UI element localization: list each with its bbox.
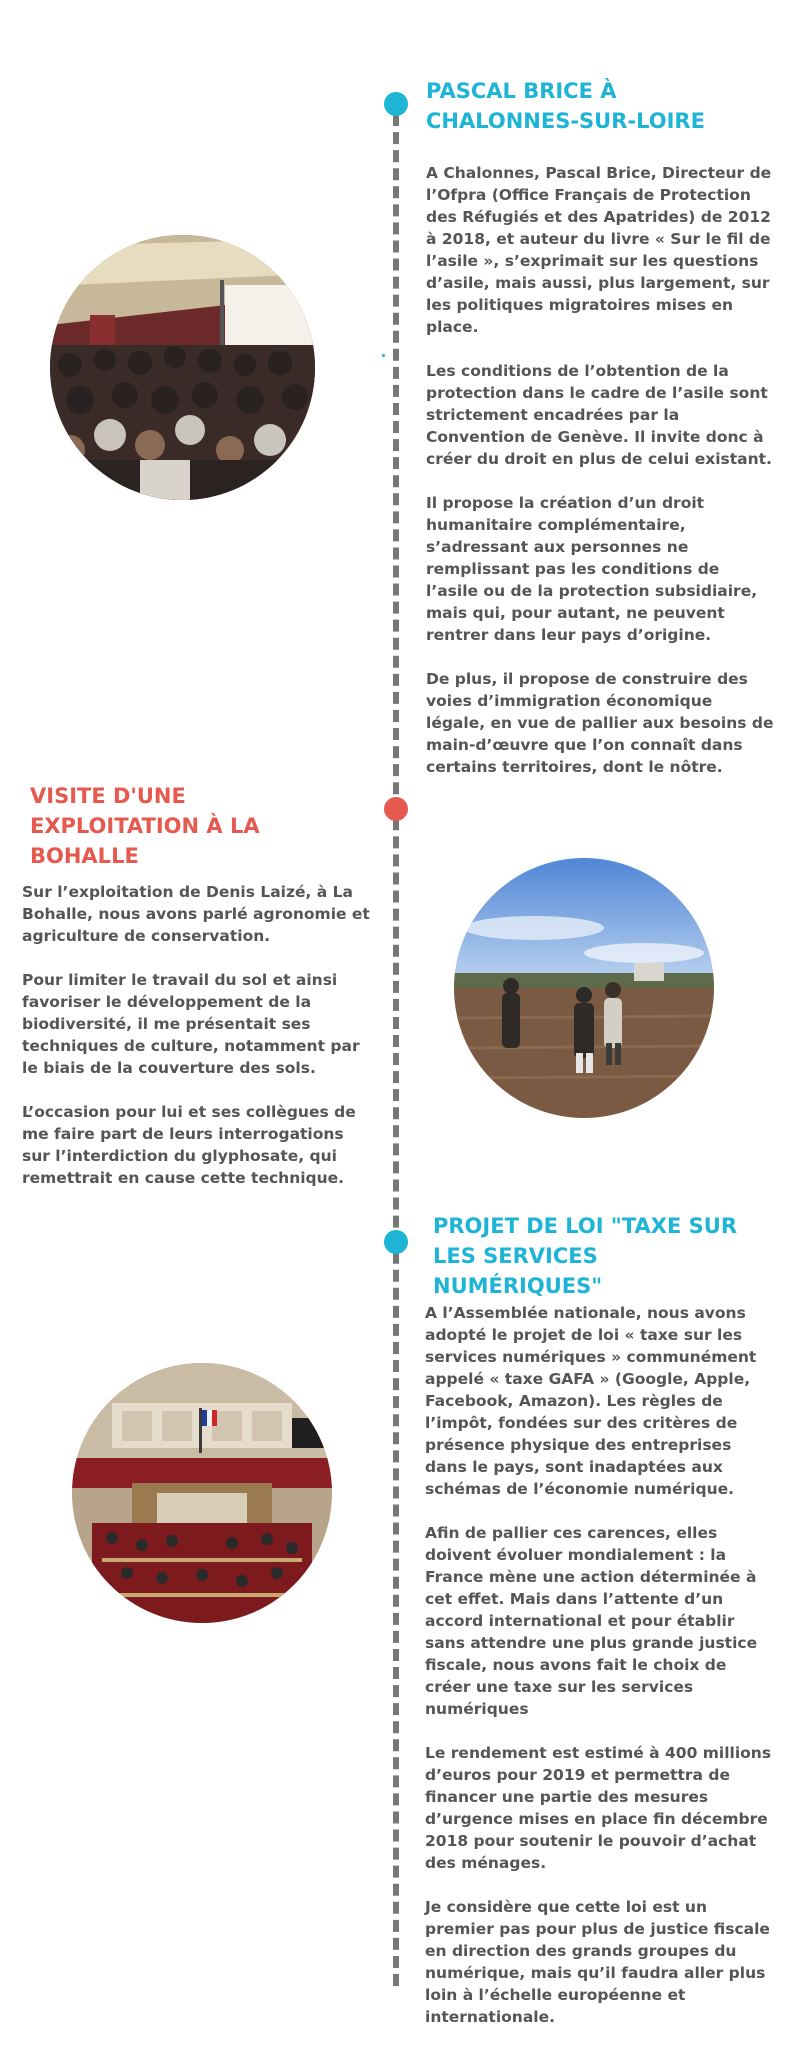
section-title-taxe-numerique: PROJET DE LOI "TAXE SUR LES SERVICES NUMÉRIQUES" <box>433 1214 737 1298</box>
section-text-pascal-brice <box>426 162 776 800</box>
section-title-la-bohalle: VISITE D'UNE EXPLOITATION À LA BOHALLE <box>30 784 260 868</box>
conference-audience-photo <box>50 235 315 500</box>
timeline-dot-blue <box>384 92 408 116</box>
paragraph: A Chalonnes, Pascal Brice, Directeur de l’Ofpra (Office Français de Protection des Réfugiés et des Apatrides) de 2012 à 2018, et auteur du livre « Sur le fil de l’asile », s’exprimait sur les questions d’asile, mais aussi, plus largement, sur les politiques migratoires mises en place. <box>426 164 772 336</box>
farm-field-photo <box>454 858 714 1118</box>
assemblee-nationale-photo <box>72 1363 332 1623</box>
timeline-dot-blue <box>384 1230 408 1254</box>
paragraph: De plus, il propose de construire des voies d’immigration économique légale, en vue de pallier aux besoins de main-d’œuvre que l’on connaît dans certains territoires, dont le nôtre. <box>426 670 774 776</box>
timeline-dot-red <box>384 797 408 821</box>
paragraph: Sur l’exploitation de Denis Laizé, à La Bohalle, nous avons parlé agronomie et agriculture de conservation. <box>22 883 370 945</box>
paragraph: Il propose la création d’un droit humanitaire complémentaire, s’adressant aux personnes ne remplissant pas les conditions de l’asile ou de la protection subsidiaire, mais qui, pour autant, ne peuvent rentrer dans leur pays d’origine. <box>426 494 758 644</box>
section-text-taxe-numerique <box>425 1302 777 2050</box>
section-title-pascal-brice: PASCAL BRICE À CHALONNES-SUR-LOIRE <box>426 79 705 133</box>
paragraph: Pour limiter le travail du sol et ainsi favoriser le développement de la biodiversité, il me présentait ses techniques de culture, notamment par le biais de la couverture des sols. <box>22 971 360 1077</box>
paragraph: Je considère que cette loi est un premier pas pour plus de justice fiscale en direction des grands groupes du numérique, mais qu’il faudra aller plus loin à l’échelle européenne et internationale. <box>425 1898 770 2026</box>
timeline-marker-small <box>382 354 385 357</box>
paragraph: A l’Assemblée nationale, nous avons adopté le projet de loi « taxe sur les services numériques » communément appelé « taxe GAFA » (Google, Apple, Facebook, Amazon). Les règles de l’impôt, fondées sur des critères de présence physique des entreprises dans le pays, sont inadaptées aux schémas de l’économie numérique. <box>425 1304 757 1498</box>
paragraph: Afin de pallier ces carences, elles doivent évoluer mondialement : la France mène une action déterminée à cet effet. Mais dans l’attente d’un accord international et pour établir sans attendre une plus grande justice fiscale, nous avons fait le choix de créer une taxe sur les services numériques <box>425 1524 758 1718</box>
paragraph: Les conditions de l’obtention de la protection dans le cadre de l’asile sont strictement encadrées par la Convention de Genève. Il invite donc à créer du droit en plus de celui existant. <box>426 362 772 468</box>
paragraph: Le rendement est estimé à 400 millions d’euros pour 2019 et permettra de financer une partie des mesures d’urgence mises en place fin décembre 2018 pour soutenir le pouvoir d’achat des ménages. <box>425 1744 772 1872</box>
timeline-line <box>393 96 399 1986</box>
paragraph: L’occasion pour lui et ses collègues de me faire part de leurs interrogations sur l’interdiction du glyphosate, qui remettrait en cause cette technique. <box>22 1103 356 1187</box>
section-text-la-bohalle <box>22 881 370 1211</box>
